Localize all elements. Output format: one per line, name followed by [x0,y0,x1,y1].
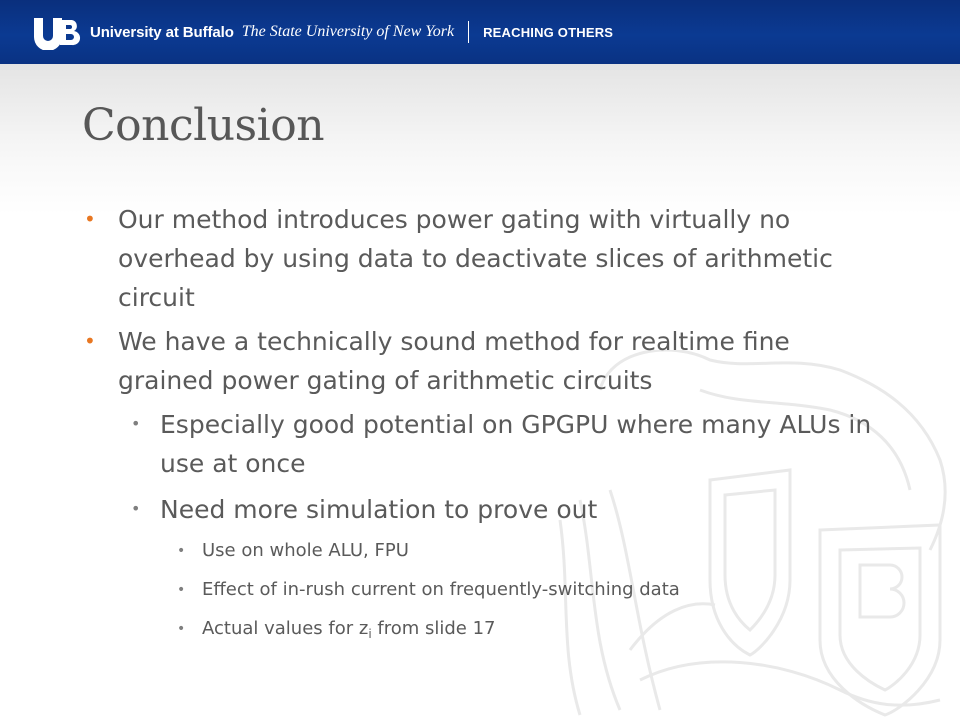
bullet-item [177,538,922,564]
tagline: REACHING OTHERS [483,24,614,40]
bullet-item [177,616,922,642]
bullet-text: Use on whole ALU, FPU [202,540,409,561]
slide-title: Conclusion [82,100,325,151]
bullet-text-end: from slide 17 [371,618,496,639]
bullet-text: Effect of in-rush current on frequently-switching data [202,579,680,600]
bullet-text-start: Actual values for z [202,618,369,639]
bullet-text: Our method introduces power gating with virtually no overhead by using data to deactivate slices of arithmetic circuit [118,205,833,312]
bullet-text: We have a technically sound method for realtime fine grained power gating of arithmetic circuits [118,327,790,395]
bullet-marker: • [177,621,186,637]
bullet-marker: • [177,543,186,559]
bullet-text: Need more simulation to prove out [160,495,598,524]
bullet-marker: • [84,207,96,231]
suny-name: The State University of New York [241,23,455,40]
bullet-item [131,405,900,483]
bullet-subscript: i [368,627,372,641]
bullet-item [131,490,900,529]
university-name: University at Buffalo [90,23,234,41]
bullet-text: Especially good potential on GPGPU where many ALUs in use at once [160,410,872,478]
bullet-item [177,577,922,603]
bullet-marker: • [131,414,141,433]
bullet-marker: • [131,499,141,518]
bullet-marker: • [177,582,186,598]
bullet-item [84,322,878,400]
bullet-marker: • [84,329,96,353]
bullet-item [84,200,878,317]
